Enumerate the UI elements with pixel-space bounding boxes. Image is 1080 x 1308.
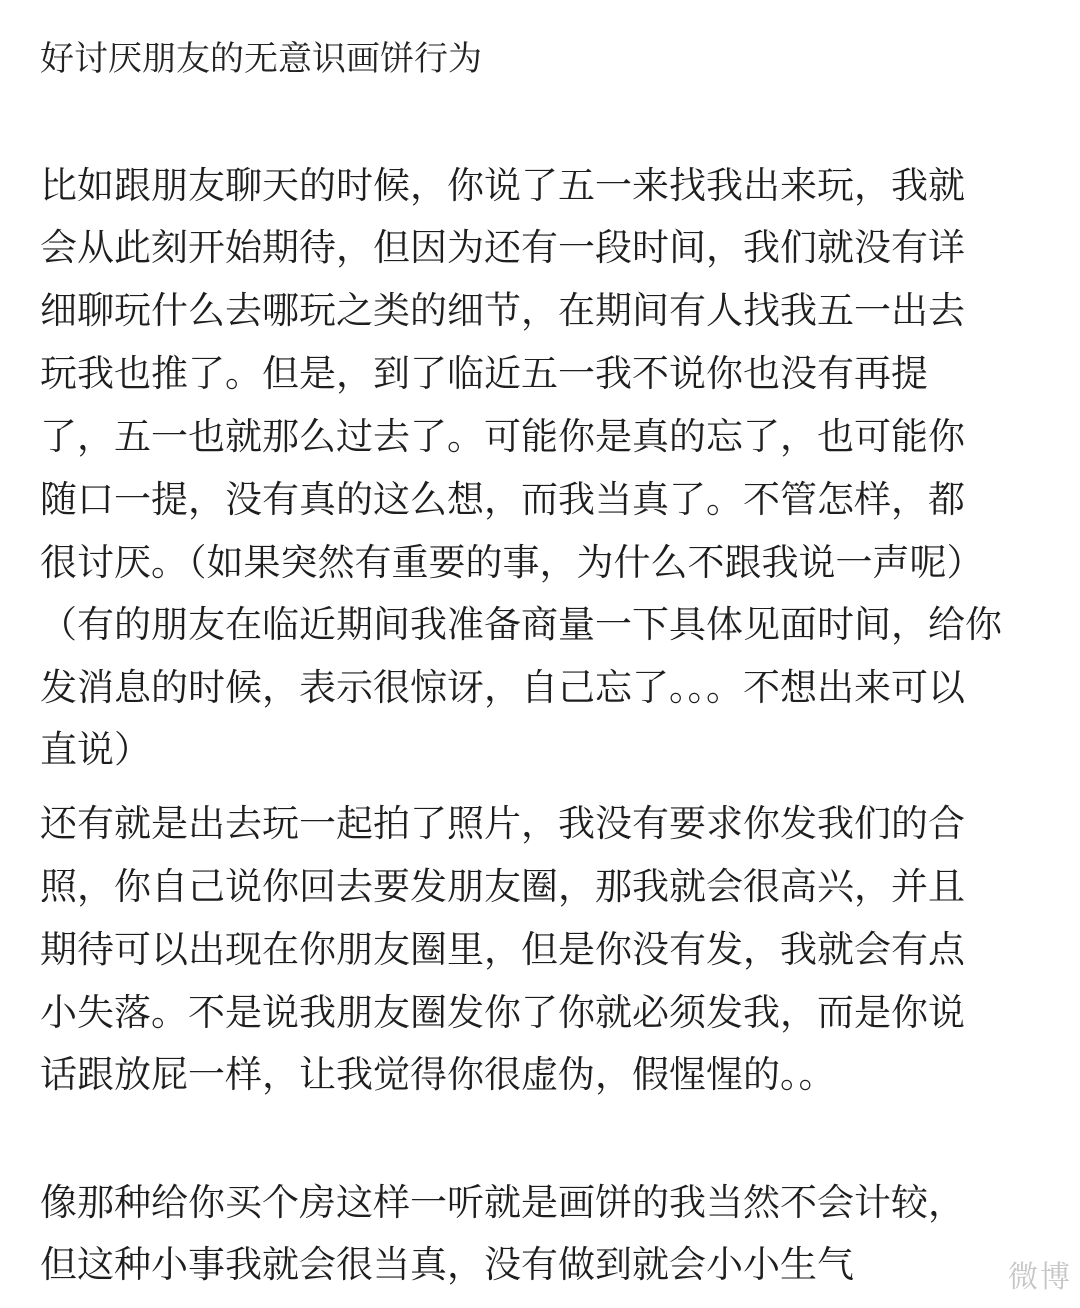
paragraph-line: 期待可以出现在你朋友圈里，但是你没有发，我就会有点 — [40, 928, 965, 971]
paragraph-line: 还有就是出去玩一起拍了照片，我没有要求你发我们的合 — [40, 802, 965, 845]
paragraph-line: 像那种给你买个房这样一听就是画饼的我当然不会计较， — [40, 1181, 965, 1224]
paragraph-line: 很讨厌。（如果突然有重要的事，为什么不跟我说一声呢） — [40, 541, 984, 584]
paragraph-line: 发消息的时候，表示很惊讶，自己忘了。。。不想出来可以 — [40, 666, 965, 709]
paragraph-line: 照，你自己说你回去要发朋友圈，那我就会很高兴，并且 — [40, 865, 965, 908]
paragraph-line: 了，五一也就那么过去了。可能你是真的忘了，也可能你 — [40, 415, 965, 458]
paragraph-line: 随口一提，没有真的这么想，而我当真了。不管怎样，都 — [40, 478, 965, 521]
paragraph-line: 细聊玩什么去哪玩之类的细节，在期间有人找我五一出去 — [40, 289, 965, 332]
paragraph-line: 小失落。不是说我朋友圈发你了你就必须发我，而是你说 — [40, 991, 965, 1034]
paragraph-line: （有的朋友在临近期间我准备商量一下具体见面时间，给你 — [40, 603, 1002, 646]
paragraph-line: 会从此刻开始期待，但因为还有一段时间，我们就没有详 — [40, 226, 965, 269]
paragraph-line: 玩我也推了。但是，到了临近五一我不说你也没有再提 — [40, 352, 928, 395]
paragraph-line: 话跟放屁一样，让我觉得你很虚伪，假惺惺的。。 — [40, 1053, 836, 1096]
paragraph-line: 直说） — [40, 728, 151, 771]
watermark: 微博 — [1008, 1260, 1072, 1295]
post-title: 好讨厌朋友的无意识画饼行为 — [40, 39, 482, 79]
paragraph-line: 比如跟朋友聊天的时候，你说了五一来找我出来玩，我就 — [40, 164, 965, 207]
paragraph-line: 但这种小事我就会很当真，没有做到就会小小生气 — [40, 1243, 854, 1286]
